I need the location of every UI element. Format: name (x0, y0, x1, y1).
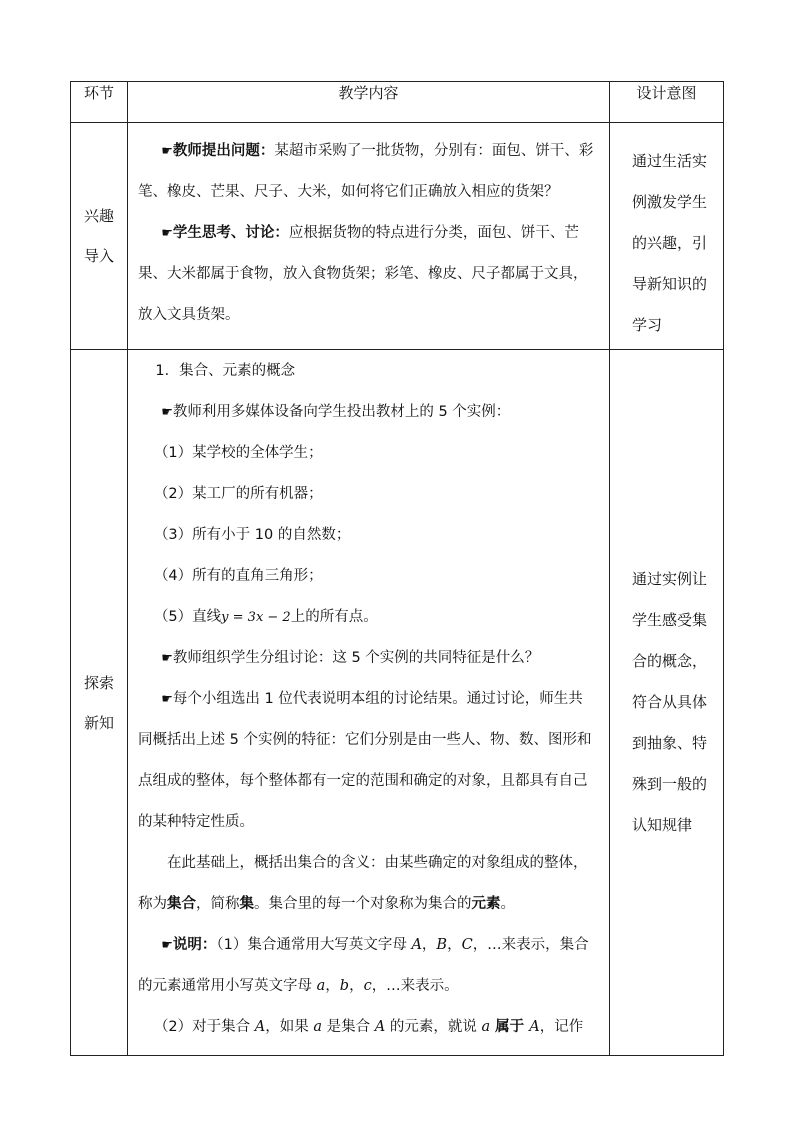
paragraph-text: ， (447, 937, 462, 953)
paragraph-text: 应根据货物的特点进行分类，面包、饼干、芒果、大米都属于食物，放入食物货架；彩笔、橡皮、尺子都属于文具，放入文具货架。 (138, 225, 588, 323)
pointing-hand-icon: ☛ (161, 405, 173, 420)
paragraph (138, 679, 597, 843)
term-set-short: 集 (239, 896, 254, 912)
math-symbol: a (481, 1019, 491, 1035)
header-stage: 环节 (71, 82, 128, 123)
definition-paragraph (138, 843, 597, 925)
paragraph-text: （1）集合通常用大写英文字母 (216, 937, 412, 953)
student-discussion (138, 213, 597, 336)
paragraph (138, 392, 597, 433)
intent-cell-explore: 通过实例让学生感受集合的概念，符合从具体到抽象、特殊到一般的认知规律 (610, 350, 724, 1056)
paragraph-text: ， (421, 937, 437, 953)
paragraph-text: ，…来表示，集合的元素通常用小写英文字母 (138, 937, 589, 994)
paragraph-text: 。集合里的每一个对象称为集合的 (254, 896, 472, 912)
term-belongs: 属于 (490, 1019, 530, 1035)
lesson-plan-table (70, 81, 724, 1056)
paragraph-text: 。 (500, 896, 515, 912)
stage-cell-intro (71, 123, 128, 350)
note-paragraph (138, 925, 597, 1007)
paragraph-text: 教师组织学生分组讨论：这 5 个实例的共同特征是什么？ (172, 650, 540, 666)
content-cell-intro (128, 123, 610, 350)
intro-row (71, 123, 724, 350)
pointing-hand-icon: ☛ (161, 144, 173, 159)
paragraph-text: （2）对于集合 (153, 1019, 255, 1035)
math-symbol: B (436, 937, 448, 953)
intent-cell-intro: 通过生活实例激发学生的兴趣，引导新知识的学习 (610, 123, 724, 350)
pointing-hand-icon: ☛ (161, 692, 173, 707)
paragraph-text: 某超市采购了一批货物，分别有：面包、饼干、彩笔、橡皮、芒果、尺子、大米，如何将它们正确放入相应的货架？ (138, 143, 594, 200)
paragraph-text: 上的所有点。 (290, 609, 378, 625)
stage-label: 探索 (83, 673, 114, 692)
pointing-hand-icon: ☛ (161, 651, 173, 666)
stage-label: 导入 (83, 247, 114, 265)
content-cell-explore (128, 350, 610, 1056)
stage-label: 兴趣 (83, 207, 114, 225)
section-heading: 1．集合、元素的概念 (155, 363, 296, 379)
example-item: （1）某学校的全体学生； (153, 445, 323, 461)
paragraph-text: ， (349, 978, 364, 994)
pointing-hand-icon: ☛ (161, 938, 173, 953)
pointing-hand-icon: ☛ (161, 226, 173, 241)
term-set: 集合 (167, 896, 196, 912)
paragraph-text: 教师利用多媒体设备向学生投出教材上的 5 个实例： (172, 404, 511, 420)
note-paragraph (138, 1007, 597, 1048)
paragraph-text: ，简称 (196, 896, 240, 912)
stage-label: 新知 (83, 713, 114, 732)
paragraph-text: 每个小组选出 1 位代表说明本组的讨论结果。通过讨论，师生共同概括出上述 5 个实例的特征：它们分别是由一些人、物、数、图形和点组成的整体，每个整体都有一定的范围和确定的对象，且都具有自己的某种特定性质。 (138, 691, 592, 830)
header-row (71, 82, 724, 123)
math-symbol: A (529, 1019, 540, 1035)
math-symbol: b (339, 978, 350, 994)
paragraph-text: 在此基础上，概括出集合的含义：由某些确定的对象组成的整体，称为 (138, 855, 588, 912)
math-symbol: A (254, 1019, 266, 1035)
math-symbol: C (461, 937, 473, 953)
paragraph-text: ， (325, 978, 340, 994)
paragraph-text: ，记作 (539, 1019, 584, 1035)
math-symbol: A (374, 1019, 386, 1035)
bold-label: 学生思考、讨论： (172, 225, 289, 241)
math-symbol: a (313, 1019, 323, 1035)
example-item: （4）所有的直角三角形； (153, 568, 323, 584)
math-symbol: c (363, 978, 372, 994)
paragraph-text: （5）直线 (153, 609, 222, 625)
paragraph-text: 是集合 (322, 1019, 375, 1035)
math-symbol: A (411, 937, 422, 953)
example-item (138, 597, 597, 638)
teacher-question (138, 131, 597, 213)
example-item: （2）某工厂的所有机器； (153, 486, 323, 502)
paragraph-text: 的元素，就说 (385, 1019, 482, 1035)
stage-cell-explore (71, 350, 128, 1056)
example-item: （3）所有小于 10 的自然数； (153, 527, 351, 543)
paragraph-text: ，…来表示。 (371, 978, 459, 994)
header-intent: 设计意图 (610, 82, 724, 123)
math-expression: y = 3x − 2 (221, 610, 291, 625)
paragraph-text: ，如果 (265, 1019, 314, 1035)
header-content: 教学内容 (128, 82, 610, 123)
term-element: 元素 (471, 896, 501, 912)
bold-label: 说明： (172, 937, 217, 953)
explore-row (71, 350, 724, 1056)
bold-label: 教师提出问题： (172, 143, 275, 159)
math-symbol: a (316, 978, 326, 994)
paragraph (138, 638, 597, 679)
